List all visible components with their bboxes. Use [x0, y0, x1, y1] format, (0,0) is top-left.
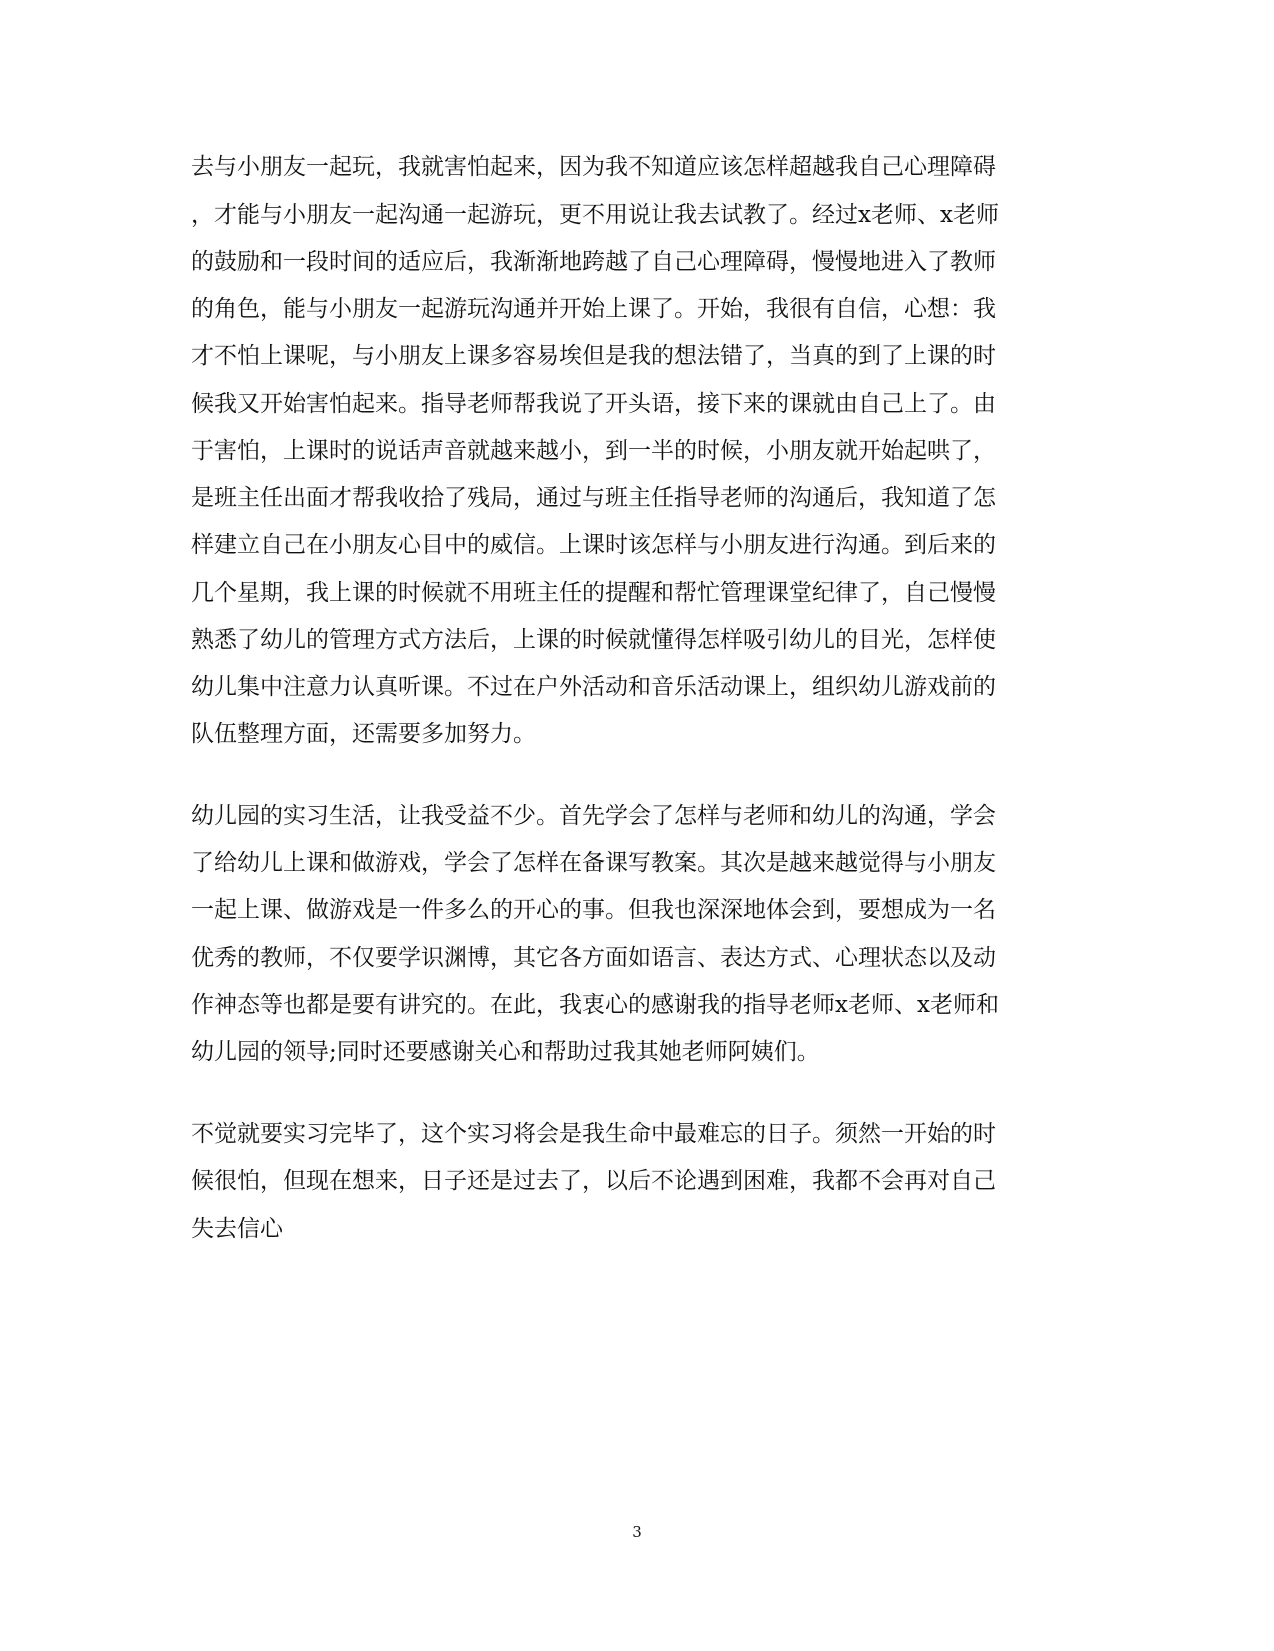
paragraph-line: 样建立自己在小朋友心目中的威信。上课时该怎样与小朋友进行沟通。到后来的 — [191, 532, 996, 558]
paragraph-line: 幼儿集中注意力认真听课。不过在户外活动和音乐活动课上，组织幼儿游戏前的 — [191, 674, 996, 700]
paragraph-line: 熟悉了幼儿的管理方式方法后，上课的时候就懂得怎样吸引幼儿的目光，怎样使 — [191, 627, 996, 653]
paragraph-line: 一起上课、做游戏是一件多么的开心的事。但我也深深地体会到，要想成为一名 — [191, 897, 996, 923]
paragraph-line: 去与小朋友一起玩，我就害怕起来，因为我不知道应该怎样超越我自己心理障碍 — [191, 154, 996, 180]
paragraph-line: 于害怕，上课时的说话声音就越来越小，到一半的时候，小朋友就开始起哄了， — [191, 438, 996, 464]
paragraph-line: 作神态等也都是要有讲究的。在此，我衷心的感谢我的指导老师x老师、x老师和 — [191, 992, 999, 1018]
paragraph-line: 队伍整理方面，还需要多加努力。 — [191, 721, 536, 747]
paragraph-line: 不觉就要实习完毕了，这个实习将会是我生命中最难忘的日子。须然一开始的时 — [191, 1121, 996, 1147]
page-number: 3 — [632, 1523, 642, 1541]
paragraph-line: 的角色，能与小朋友一起游玩沟通并开始上课了。开始，我很有自信，心想：我 — [191, 296, 996, 322]
paragraph-line: 是班主任出面才帮我收拾了残局，通过与班主任指导老师的沟通后，我知道了怎 — [191, 485, 996, 511]
paragraph-line: 优秀的教师，不仅要学识渊博，其它各方面如语言、表达方式、心理状态以及动 — [191, 945, 996, 971]
paragraph-line: 幼儿园的领导;同时还要感谢关心和帮助过我其她老师阿姨们。 — [191, 1039, 820, 1065]
paragraph-line: 的鼓励和一段时间的适应后，我渐渐地跨越了自己心理障碍，慢慢地进入了教师 — [191, 249, 996, 275]
paragraph-line: 才不怕上课呢，与小朋友上课多容易埃但是我的想法错了，当真的到了上课的时 — [191, 343, 996, 369]
paragraph-line: 失去信心 — [191, 1216, 283, 1242]
paragraph-line: 了给幼儿上课和做游戏，学会了怎样在备课写教案。其次是越来越觉得与小朋友 — [191, 850, 996, 876]
paragraph-line: ，才能与小朋友一起沟通一起游玩，更不用说让我去试教了。经过x老师、x老师 — [191, 202, 999, 228]
paragraph-line: 候我又开始害怕起来。指导老师帮我说了开头语，接下来的课就由自己上了。由 — [191, 391, 996, 417]
paragraph-line: 幼儿园的实习生活，让我受益不少。首先学会了怎样与老师和幼儿的沟通，学会 — [191, 803, 996, 829]
paragraph-line: 几个星期，我上课的时候就不用班主任的提醒和帮忙管理课堂纪律了，自己慢慢 — [191, 580, 996, 606]
paragraph-line: 候很怕，但现在想来，日子还是过去了，以后不论遇到困难，我都不会再对自己 — [191, 1168, 996, 1194]
